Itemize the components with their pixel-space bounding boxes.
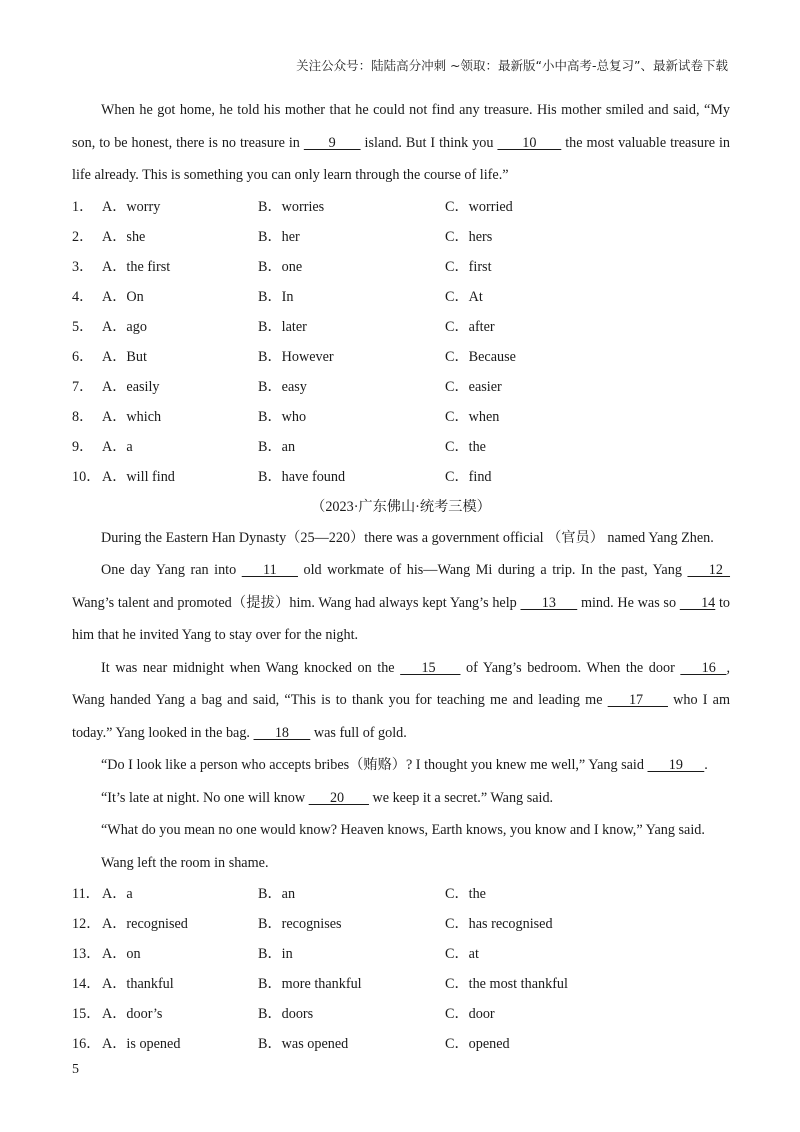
option-b: B．easy bbox=[258, 378, 307, 395]
passage-text: “Do I look like a person who accepts bribes（贿赂）? I thought you knew me well,” Yang said bbox=[101, 757, 648, 773]
option-b: B．However bbox=[258, 348, 334, 365]
question-row-15 bbox=[72, 999, 730, 1029]
question-row-4 bbox=[72, 282, 730, 312]
option-a: A．easily bbox=[102, 378, 160, 395]
passage-2-paragraph-5 bbox=[72, 814, 730, 847]
option-c: C．the bbox=[445, 438, 486, 455]
option-a: A．thankful bbox=[102, 976, 174, 992]
exam-source: （2023·广东佛山·统考三模） bbox=[311, 498, 491, 515]
passage-text: “What do you mean no one would know? Heaven knows, Earth knows, you know and I know,” Yang said. bbox=[101, 822, 705, 838]
blank-15: 15 bbox=[400, 659, 461, 676]
blank-18: 18 bbox=[253, 724, 311, 741]
blank-13: 13 bbox=[520, 594, 578, 611]
option-c: C．at bbox=[445, 946, 479, 962]
question-number: 11． bbox=[72, 886, 100, 902]
option-c: C．door bbox=[445, 1006, 495, 1022]
option-a: A．on bbox=[102, 946, 141, 962]
question-row-1 bbox=[72, 192, 730, 222]
option-b: B．doors bbox=[258, 1006, 314, 1022]
option-b: B．in bbox=[258, 946, 293, 962]
option-c: C．has recognised bbox=[445, 916, 553, 932]
passage-2-paragraph-6 bbox=[72, 847, 730, 880]
blank-14: 14 bbox=[679, 594, 716, 611]
option-a: A．But bbox=[102, 348, 147, 365]
question-row-10 bbox=[72, 462, 730, 492]
option-b: B．worries bbox=[258, 198, 325, 215]
passage-text: the most valuable treasure in life already. This is something you can only learn through the course of life.” bbox=[72, 134, 730, 183]
option-a: A．worry bbox=[102, 198, 161, 215]
passage-2-paragraph-1 bbox=[72, 554, 730, 652]
question-number: 16． bbox=[72, 1036, 101, 1052]
passage-text: Wang’s talent and promoted（提拔）him. Wang had always kept Yang’s help bbox=[72, 594, 521, 611]
question-row-8 bbox=[72, 402, 730, 432]
option-c: C．first bbox=[445, 258, 492, 275]
option-b: B．later bbox=[258, 318, 307, 335]
question-number: 13． bbox=[72, 946, 101, 962]
question-number: 3． bbox=[72, 258, 94, 275]
option-a: A．door’s bbox=[102, 1006, 163, 1022]
option-a: A．she bbox=[102, 228, 146, 245]
passage-text: mind. He was so bbox=[577, 594, 680, 611]
passage-text: to him that he invited Yang to stay over for the night. bbox=[72, 594, 731, 643]
question-number: 12． bbox=[72, 916, 101, 932]
option-c: C．At bbox=[445, 288, 483, 305]
option-a: A．ago bbox=[102, 318, 147, 335]
question-number: 7． bbox=[72, 378, 94, 395]
question-number: 1． bbox=[72, 198, 94, 215]
blank-19: 19 bbox=[647, 757, 705, 773]
blank-20: 20 bbox=[308, 789, 369, 806]
passage-text: we keep it a secret.” Wang said. bbox=[368, 789, 554, 806]
question-row-12 bbox=[72, 909, 730, 939]
option-b: B．have found bbox=[258, 468, 346, 485]
passage-text: was full of gold. bbox=[310, 724, 407, 741]
question-number: 2． bbox=[72, 228, 94, 245]
option-c: C．opened bbox=[445, 1036, 510, 1052]
option-c: C．worried bbox=[445, 198, 513, 215]
question-number: 6． bbox=[72, 348, 94, 365]
option-c: C．after bbox=[445, 318, 495, 335]
passage-text: of Yang’s bedroom. When the door bbox=[460, 659, 681, 676]
blank-17: 17 bbox=[607, 692, 668, 708]
option-b: B．one bbox=[258, 258, 303, 275]
question-row-13 bbox=[72, 939, 730, 969]
passage-text: One day Yang ran into bbox=[101, 562, 242, 578]
question-number: 10． bbox=[72, 468, 101, 485]
option-b: B．her bbox=[258, 228, 300, 245]
option-a: A．which bbox=[102, 408, 162, 425]
option-a: A．recognised bbox=[102, 916, 188, 932]
option-b: B．was opened bbox=[258, 1036, 349, 1052]
option-c: C．hers bbox=[445, 228, 493, 245]
question-number: 5． bbox=[72, 318, 94, 335]
option-c: C．when bbox=[445, 408, 500, 425]
option-b: B．an bbox=[258, 438, 296, 455]
options-list-1 bbox=[72, 192, 730, 492]
question-number: 8． bbox=[72, 408, 94, 425]
blank-11: 11 bbox=[241, 562, 298, 578]
question-row-11 bbox=[72, 879, 730, 909]
question-row-3 bbox=[72, 252, 730, 282]
blank-16: 16 bbox=[680, 659, 727, 676]
option-c: C．the most thankful bbox=[445, 976, 568, 992]
blank-10: 10 bbox=[497, 134, 562, 151]
passage-text: old workmate of his—Wang Mi during a trip. In the past, Yang bbox=[297, 562, 688, 578]
passage-text: It was near midnight when Wang knocked on the bbox=[101, 659, 401, 676]
passage-2-paragraph-2 bbox=[72, 652, 730, 750]
option-b: B．In bbox=[258, 288, 294, 305]
option-c: C．find bbox=[445, 468, 492, 485]
option-a: A．a bbox=[102, 886, 133, 902]
question-row-5 bbox=[72, 312, 730, 342]
passage-2-paragraph-3 bbox=[72, 749, 730, 782]
option-a: A．will find bbox=[102, 468, 175, 485]
option-c: C．easier bbox=[445, 378, 502, 395]
option-c: C．Because bbox=[445, 348, 516, 365]
option-b: B．recognises bbox=[258, 916, 342, 932]
option-a: A．On bbox=[102, 288, 144, 305]
passage-text: During the Eastern Han Dynasty（25—220）there was a government official （官员） named Yang Zhen. bbox=[101, 529, 714, 546]
option-b: B．more thankful bbox=[258, 976, 362, 992]
page-header: 关注公众号：陆陆高分冲刺 ~领取：最新版“小中高考-总复习”、最新试卷下载 bbox=[296, 58, 728, 73]
question-row-14 bbox=[72, 969, 730, 999]
passage-2-sentence-1 bbox=[72, 522, 730, 555]
question-number: 14． bbox=[72, 976, 101, 992]
blank-9: 9 bbox=[303, 134, 361, 151]
question-row-16 bbox=[72, 1029, 730, 1059]
passage-text: Wang left the room in shame. bbox=[101, 854, 269, 871]
passage-1-paragraph bbox=[72, 94, 730, 192]
blank-12: 12 bbox=[687, 562, 731, 578]
passage-text: , Wang handed Yang a bag and said, “This is to thank you for teaching me and leading me bbox=[72, 659, 730, 708]
question-row-7 bbox=[72, 372, 730, 402]
option-b: B．who bbox=[258, 408, 307, 425]
question-row-9 bbox=[72, 432, 730, 462]
option-c: C．the bbox=[445, 886, 486, 902]
question-number: 4． bbox=[72, 288, 94, 305]
question-row-6 bbox=[72, 342, 730, 372]
question-number: 9． bbox=[72, 438, 94, 455]
question-number: 15． bbox=[72, 1006, 101, 1022]
option-a: A．is opened bbox=[102, 1036, 181, 1052]
page-number: 5 bbox=[72, 1062, 79, 1077]
option-a: A．the first bbox=[102, 258, 171, 275]
passage-text: “It’s late at night. No one will know bbox=[101, 789, 309, 806]
passage-text: who I am today.” Yang looked in the bag. bbox=[72, 692, 730, 741]
options-list-2 bbox=[72, 879, 730, 1059]
option-a: A．a bbox=[102, 438, 133, 455]
passage-text: . bbox=[704, 757, 708, 773]
document-body bbox=[72, 94, 730, 1059]
option-b: B．an bbox=[258, 886, 296, 902]
passage-2-paragraph-4 bbox=[72, 782, 730, 815]
passage-text: When he got home, he told his mother that he could not find any treasure. His mother smiled and said, “My son, to be honest, there is no treasure in bbox=[72, 102, 730, 151]
passage-text: island. But I think you bbox=[360, 134, 498, 151]
question-row-2 bbox=[72, 222, 730, 252]
